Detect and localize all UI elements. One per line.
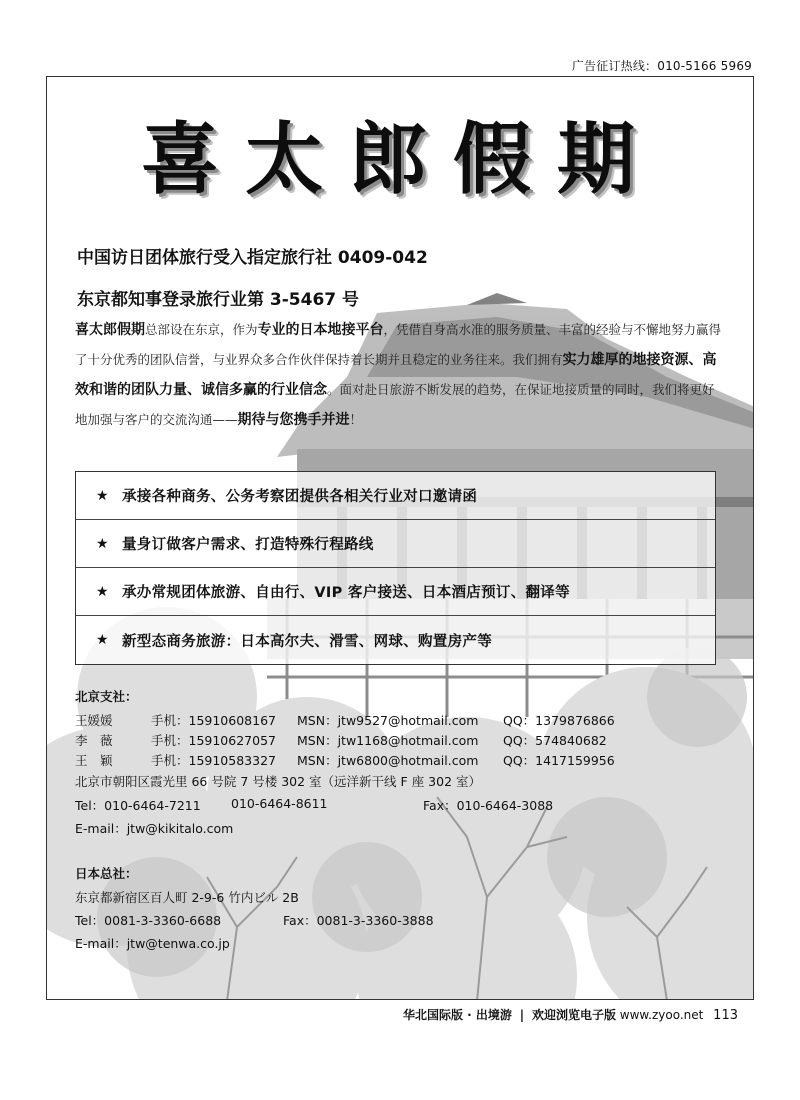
service-item — [76, 472, 715, 520]
intro-segment: 专业的日本地接平台 — [257, 322, 384, 338]
beijing-fax: Fax：010-6464-3088 — [423, 798, 554, 813]
staff-qq: QQ：1379876866 — [503, 713, 615, 728]
services-box — [75, 471, 716, 665]
staff-row — [75, 751, 735, 769]
staff-qq: QQ：1417159956 — [503, 753, 615, 768]
ad-hotline: 广告征订热线：010-5166 5969 — [571, 59, 752, 73]
tokyo-phone-row — [75, 911, 735, 929]
beijing-email: E-mail：jtw@kikitalo.com — [75, 821, 234, 836]
advertisement-frame — [46, 76, 754, 1000]
service-text: 量身订做客户需求、打造特殊行程路线 — [122, 537, 374, 553]
page-footer — [403, 1006, 738, 1023]
beijing-tel: Tel：010-6464-7211 — [75, 798, 201, 813]
beijing-phone-row — [75, 796, 735, 814]
service-text: 承接各种商务、公务考察团提供各相关行业对口邀请函 — [122, 489, 478, 505]
page-number: 113 — [713, 1008, 738, 1023]
staff-mobile: 手机：15910608167 — [151, 713, 276, 728]
staff-msn: MSN：jtw1168@hotmail.com — [297, 733, 479, 748]
intro-segment: 总部设在东京，作为 — [145, 322, 258, 337]
staff-msn: MSN：jtw9527@hotmail.com — [297, 713, 479, 728]
beijing-address: 北京市朝阳区霞光里 66 号院 7 号楼 302 室（远洋新干线 F 座 302 室） — [75, 774, 482, 789]
service-item — [76, 520, 715, 568]
intro-segment: 。面对赴日旅游不断发展的趋势，在保证地接质量的同时，我们将更好地加强与客户的交流沟通—— — [75, 382, 715, 427]
service-item — [76, 568, 715, 616]
tokyo-tel: Tel：0081-3-3360-6688 — [75, 913, 222, 928]
publication-name: 华北国际版 · 出境游 — [402, 1008, 512, 1022]
staff-mobile: 手机：15910627057 — [151, 733, 276, 748]
staff-name: 王 颖 — [75, 753, 113, 768]
intro-segment: 喜太郎假期 — [75, 322, 145, 338]
license-registration: 东京都知事登录旅行业第 3-5467 号 — [77, 290, 360, 310]
intro-segment: 实力雄厚的地接资源、高效和谐的团队力量、诚信多赢的行业信念 — [75, 352, 717, 398]
brand-title: 喜太郎假期 — [140, 114, 661, 205]
staff-row — [75, 731, 735, 749]
intro-segment: ，凭借自身高水准的服务质量、丰富的经验与不懈地努力赢得了十分优秀的团队信誉，与业界众多合作伙伴保持着长期并且稳定的业务往来。我们拥有 — [75, 322, 722, 367]
intro-segment: ！ — [349, 412, 363, 427]
license-designation: 中国访日团体旅行受入指定旅行社 0409-042 — [77, 248, 428, 268]
star-icon: ★ — [96, 535, 109, 552]
staff-qq: QQ：574840682 — [503, 733, 607, 748]
star-icon: ★ — [96, 632, 109, 648]
star-icon: ★ — [96, 487, 109, 504]
staff-name: 李 薇 — [75, 733, 113, 748]
beijing-branch-heading: 北京支社： — [75, 689, 138, 704]
intro-segment: 期待与您携手并进 — [237, 412, 350, 428]
staff-msn: MSN：jtw6800@hotmail.com — [297, 753, 479, 768]
staff-mobile: 手机：15910583327 — [151, 753, 276, 768]
intro-paragraph — [75, 315, 725, 435]
tokyo-head-office-heading: 日本总社： — [75, 866, 138, 881]
tokyo-fax: Fax：0081-3-3360-3888 — [283, 913, 434, 928]
footer-separator: | — [519, 1008, 525, 1022]
staff-name: 王媛媛 — [75, 713, 113, 728]
staff-row — [75, 711, 735, 729]
star-icon: ★ — [96, 583, 109, 600]
service-text: 新型态商务旅游：日本高尔夫、滑雪、网球、购置房产等 — [122, 633, 492, 650]
service-item — [76, 616, 715, 664]
beijing-tel-2: 010-6464-8611 — [231, 796, 328, 811]
footer-tagline: 欢迎浏览电子版 — [531, 1008, 616, 1022]
service-text: 承办常规团体旅游、自由行、VIP 客户接送、日本酒店预订、翻译等 — [122, 585, 570, 601]
tokyo-email: E-mail：jtw@tenwa.co.jp — [75, 936, 230, 951]
tokyo-address: 东京都新宿区百人町 2-9-6 竹内ビル 2B — [75, 890, 299, 905]
website-link[interactable]: www.zyoo.net — [619, 1008, 704, 1022]
